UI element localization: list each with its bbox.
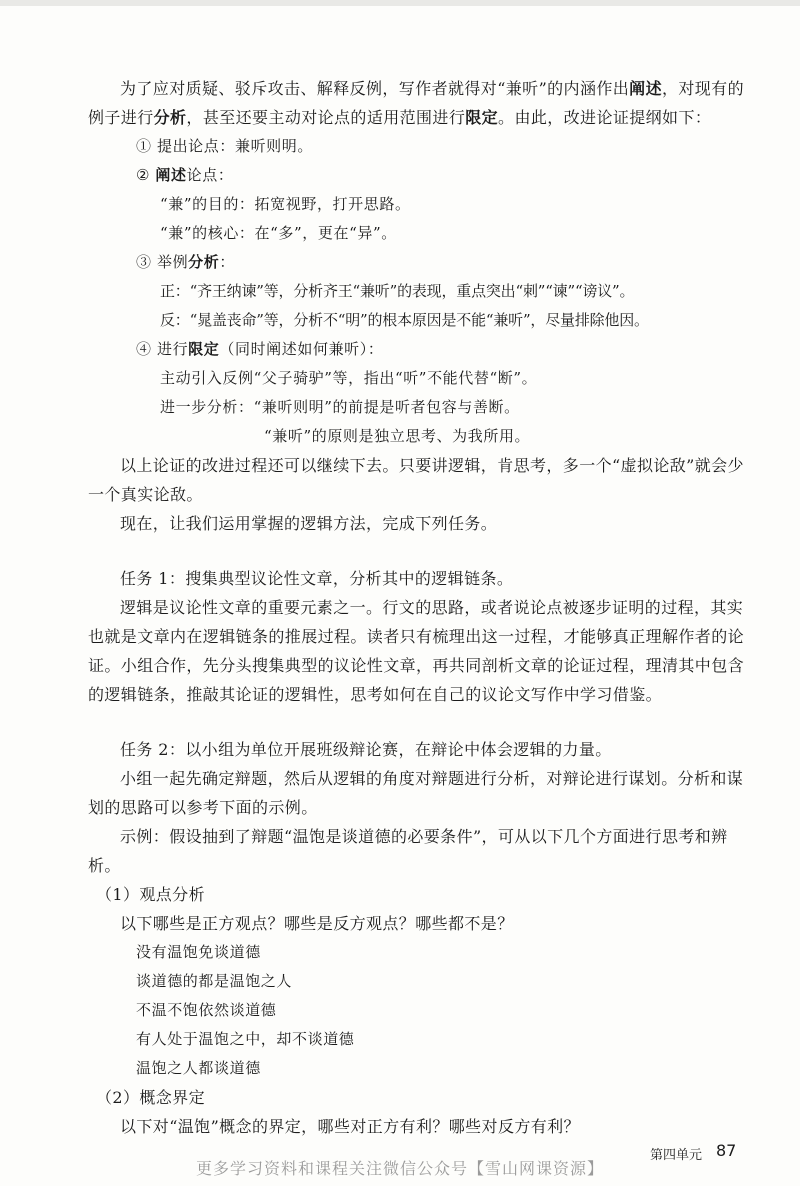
outline-item-2: ② 阐述论点： (136, 166, 234, 184)
section-2-heading: （2）概念界定 (96, 1088, 205, 1107)
page-content (88, 74, 748, 1141)
unit-label: 第四单元 (650, 1148, 703, 1163)
outline-item-2-sub-1: “兼”的目的：拓宽视野，打开思路。 (160, 195, 411, 213)
outline-item-3-sub-2: 反：“晁盖丧命”等，分析不“明”的根本原因是不能“兼听”，尽量排除他因。 (160, 311, 649, 329)
outline-item-4-sub-3: “兼听”的原则是独立思考、为我所用。 (264, 427, 531, 445)
section-1-heading: （1）观点分析 (96, 885, 205, 904)
task-1-section (88, 564, 748, 709)
outline-item-3-sub-1: 正：“齐王纳谏”等，分析齐王“兼听”的表现，重点突出“刺”“谏”“谤议”。 (160, 282, 635, 300)
viewpoint-item: 没有温饱免谈道德 (136, 943, 261, 961)
viewpoint-item: 温饱之人都谈道德 (136, 1059, 261, 1077)
outline-item-1: ① 提出论点：兼听则明。 (136, 137, 313, 155)
intro-paragraph: 为了应对质疑、驳斥攻击、解释反例，写作者就得对“兼听”的内涵作出阐述，对现有的例子进行分析，甚至还要主动对论点的适用范围进行限定。由此，改进论证提纲如下： (88, 79, 744, 127)
argument-outline (88, 132, 748, 451)
watermark-text: 更多学习资料和课程关注微信公众号【雪山网课资源】 (195, 1159, 604, 1178)
outline-item-4: ④ 进行限定（同时阐述如何兼听）： (136, 340, 384, 358)
task-1-body: 逻辑是议论性文章的重要元素之一。行文的思路，或者说论点被逐步证明的过程，其实也就是文章内在逻辑链条的推展过程。读者只有梳理出这一过程，才能够真正理解作者的论证。小组合作，先分头搜集典型的议论性文章，再共同剖析文章的论证过程，理清其中包含的逻辑链条，推敲其论证的逻辑性，思考如何在自己的议论文写作中学习借鉴。 (88, 598, 745, 704)
outline-item-3: ③ 举例分析： (136, 253, 235, 271)
page-number: 87 (716, 1141, 737, 1160)
paragraph-continue: 以上论证的改进过程还可以继续下去。只要讲逻辑，肯思考，多一个“虚拟论敌”就会少一个真实论敌。 (88, 456, 744, 504)
task-2-title: 任务 2：以小组为单位开展班级辩论赛，在辩论中体会逻辑的力量。 (120, 740, 612, 759)
viewpoint-item: 有人处于温饱之中，却不谈道德 (136, 1030, 355, 1048)
task-1-title: 任务 1：搜集典型议论性文章，分析其中的逻辑链条。 (120, 569, 514, 588)
task-2-example: 示例：假设抽到了辩题“温饱是谈道德的必要条件”，可从以下几个方面进行思考和辨析。 (88, 827, 728, 875)
page-top-edge (0, 0, 800, 6)
section-1-question: 以下哪些是正方观点？哪些是反方观点？哪些都不是？ (120, 914, 514, 933)
viewpoint-item: 谈道德的都是温饱之人 (136, 972, 293, 990)
task-2-body: 小组一起先确定辩题，然后从逻辑的角度对辩题进行分析，对辩论进行谋划。分析和谋划的思路可以参考下面的示例。 (88, 769, 744, 817)
paragraph-now: 现在，让我们运用掌握的逻辑方法，完成下列任务。 (120, 514, 498, 533)
outline-item-4-sub-2: 进一步分析：“兼听则明”的前提是听者包容与善断。 (160, 398, 520, 416)
viewpoint-item: 不温不饱依然谈道德 (136, 1001, 277, 1019)
section-2-question: 以下对“温饱”概念的界定，哪些对正方有利？哪些对反方有利？ (120, 1117, 580, 1136)
task-2-section (88, 735, 748, 1141)
outline-item-4-sub-1: 主动引入反例“父子骑驴”等，指出“听”不能代替“断”。 (160, 369, 538, 387)
outline-item-2-sub-2: “兼”的核心：在“多”，更在“异”。 (160, 224, 397, 242)
